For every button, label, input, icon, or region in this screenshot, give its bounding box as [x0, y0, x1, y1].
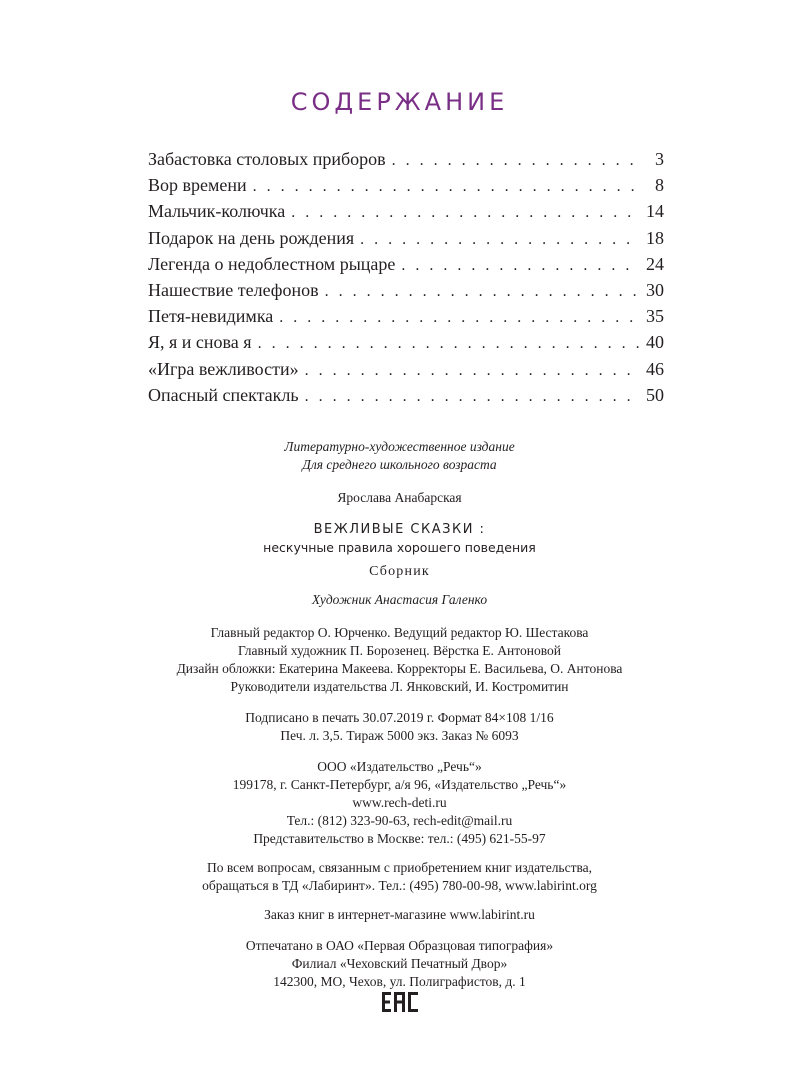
- credits-line: Руководители издательства Л. Янковский, И. Костромитин: [230, 679, 569, 694]
- eac-mark-icon: [380, 990, 420, 1014]
- toc-leader: [305, 384, 640, 410]
- toc-entry-page: 50: [646, 384, 664, 405]
- toc-entry: [148, 251, 664, 277]
- toc-entry-title: Подарок на день рождения: [148, 227, 355, 248]
- inquiries-line: обращаться в ТД «Лабиринт». Тел.: (495) 780-00-98, www.labirint.org: [202, 878, 597, 893]
- publisher-line: 199178, г. Санкт-Петербург, а/я 96, «Издательство „Речь“»: [232, 777, 567, 792]
- toc-leader: [305, 358, 640, 384]
- toc-entry: [148, 198, 664, 224]
- toc-entry: [148, 382, 664, 408]
- printer-line: Филиал «Чеховский Печатный Двор»: [291, 956, 508, 971]
- toc-entry-page: 14: [646, 201, 664, 222]
- publisher-line: www.rech-deti.ru: [352, 795, 447, 810]
- toc-entry-title: Нашествие телефонов: [148, 279, 319, 300]
- toc-entry: [148, 277, 664, 303]
- illustrator-line: Художник Анастасия Галенко: [311, 592, 488, 607]
- toc-entry-page: 40: [646, 332, 664, 353]
- genre-line: Литературно-художественное издание: [284, 439, 515, 454]
- toc-entry-title: Легенда о недоблестном рыцаре: [148, 253, 396, 274]
- toc-entry: [148, 146, 664, 172]
- toc-entry-title: Забастовка столовых приборов: [148, 149, 386, 169]
- toc-entry-title: Мальчик-колючка: [148, 201, 286, 222]
- publisher-line: Тел.: (812) 323-90-63, rech-edit@mail.ru: [286, 813, 513, 828]
- toc-entry: [148, 356, 664, 382]
- toc-entry-title: Опасный спектакль: [148, 384, 299, 405]
- credits-line: Дизайн обложки: Екатерина Макеева. Корректоры Е. Васильева, О. Антонова: [176, 661, 623, 676]
- toc-entry-page: 46: [646, 358, 664, 379]
- book-subtitle: нескучные правила хорошего поведения: [263, 540, 536, 555]
- credits-line: Главный редактор О. Юрченко. Ведущий редактор Ю. Шестакова: [210, 625, 589, 640]
- age-line: Для среднего школьного возраста: [302, 457, 497, 472]
- toc-leader: [258, 331, 640, 357]
- toc-entry-page: 30: [646, 279, 664, 300]
- credits-line: Главный художник П. Борозенец. Вёрстка Е. Антоновой: [238, 643, 561, 658]
- toc-leader: [360, 227, 640, 253]
- toc-entry-title: Вор времени: [148, 175, 247, 196]
- toc-title: СОДЕРЖАНИЕ: [290, 88, 509, 116]
- publisher-line: ООО «Издательство „Речь“»: [317, 759, 482, 774]
- toc-entry-title: Я, я и снова я: [148, 332, 252, 353]
- toc-entry-title: «Игра вежливости»: [148, 358, 299, 379]
- printer-line: Отпечатано в ОАО «Первая Образцовая типография»: [245, 938, 554, 953]
- toc-entry: [148, 329, 664, 355]
- toc-leader: [401, 253, 640, 279]
- toc-entry-page: 35: [646, 306, 664, 327]
- toc-entry-title: Петя-невидимка: [148, 306, 274, 327]
- toc-entry-page: 3: [655, 149, 664, 169]
- toc-entry: [148, 303, 664, 329]
- publisher-block: [0, 754, 799, 848]
- printer-block: [0, 933, 799, 991]
- print-info-line: Печ. л. 3,5. Тираж 5000 экз. Заказ № 6093: [280, 728, 519, 743]
- printer-line: 142300, МО, Чехов, ул. Полиграфистов, д. 1: [273, 974, 526, 989]
- toc-entry-page: 18: [646, 227, 664, 248]
- collection-label: Сборник: [369, 564, 430, 579]
- toc-entry-page: 8: [655, 175, 664, 196]
- print-info-block: [0, 705, 799, 745]
- book-title: ВЕЖЛИВЫЕ СКАЗКИ :: [313, 522, 486, 537]
- toc-entry: [148, 172, 664, 198]
- toc-leader: [279, 305, 640, 331]
- inquiries-block: [0, 857, 799, 895]
- toc-leader: [325, 279, 640, 305]
- toc-leader: [253, 174, 644, 200]
- author-name: Ярослава Анабарская: [337, 490, 462, 505]
- print-info-line: Подписано в печать 30.07.2019 г. Формат 84×108 1/16: [245, 710, 554, 725]
- toc-list: [148, 146, 664, 408]
- imprint: [0, 438, 799, 991]
- credits-block: [0, 618, 799, 696]
- toc-leader: [392, 148, 644, 174]
- order-line: Заказ книг в интернет-магазине www.labirint.ru: [264, 907, 535, 922]
- toc-leader: [291, 200, 640, 226]
- inquiries-line: По всем вопросам, связанным с приобретением книг издательства,: [206, 860, 593, 875]
- toc-entry: [148, 225, 664, 251]
- toc-entry-page: 24: [646, 253, 664, 274]
- publisher-line: Представительство в Москве: тел.: (495) 621-55-97: [253, 831, 546, 846]
